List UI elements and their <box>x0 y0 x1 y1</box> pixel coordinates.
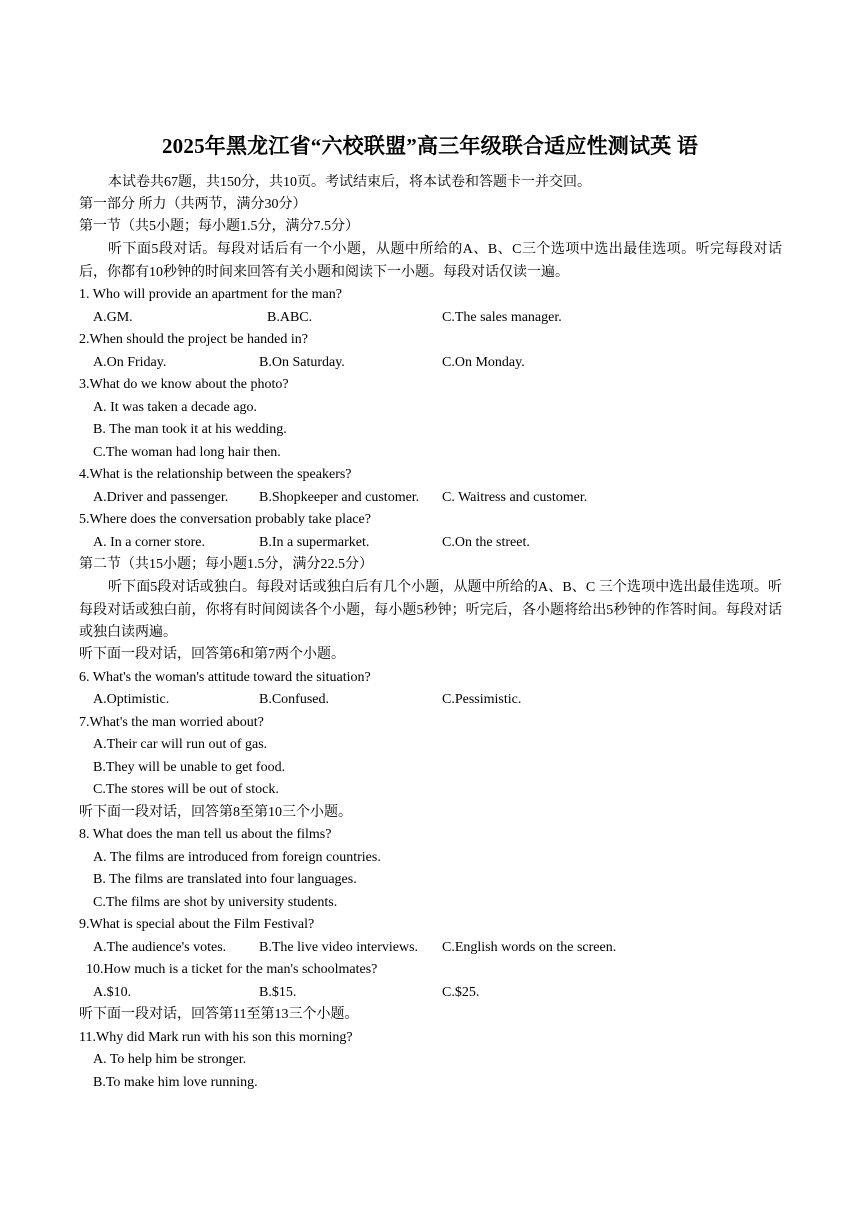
option-b: B.On Saturday. <box>259 355 345 370</box>
question-3-option-b: B. The man took it at his wedding. <box>93 422 287 437</box>
part1-heading: 第一部分 所力（共两节，满分30分） <box>79 197 307 212</box>
exam-title: 2025年黑龙江省“六校联盟”高三年级联合适应性测试英 语 <box>161 134 699 158</box>
option-c: C.The sales manager. <box>442 310 562 325</box>
option-c: C.On the street. <box>442 535 530 550</box>
question-8-option-a: A. The films are introduced from foreign countries. <box>93 850 381 865</box>
option-b: B.The live video interviews. <box>259 940 419 955</box>
question-11-option-b: B.To make him love running. <box>93 1075 258 1090</box>
group-2-heading: 听下面一段对话，回答第8至第10三个小题。 <box>79 805 352 820</box>
option-a: A.Driver and passenger. <box>93 490 229 505</box>
question-3-option-a: A. It was taken a decade ago. <box>93 400 258 415</box>
option-a: A.$10. <box>93 985 132 1000</box>
option-c: C. Waitress and customer. <box>442 490 588 505</box>
option-c: C.$25. <box>442 985 480 1000</box>
option-b: B.Confused. <box>259 692 329 707</box>
option-a: A.Optimistic. <box>93 692 170 707</box>
option-b: B.$15. <box>259 985 297 1000</box>
option-c: C.English words on the screen. <box>442 940 617 955</box>
question-10-stem: 10.How much is a ticket for the man's schoolmates? <box>86 962 378 977</box>
section1-heading: 第一节（共5小题；每小题1.5分，满分7.5分） <box>79 219 359 234</box>
option-a: A.The audience's votes. <box>93 940 227 955</box>
question-7-option-c: C.The stores will be out of stock. <box>93 782 279 797</box>
option-b: B.In a supermarket. <box>259 535 370 550</box>
question-8-option-c: C.The films are shot by university students. <box>93 895 338 910</box>
question-7-stem: 7.What's the man worried about? <box>79 715 264 730</box>
question-3-stem: 3.What do we know about the photo? <box>79 377 289 392</box>
question-6-stem: 6. What's the woman's attitude toward the situation? <box>79 670 371 685</box>
section2-instructions: 听下面5段对话或独白。每段对话或独白后有几个小题，从题中所给的A、B、C 三个选项中选出最佳选项。听每段对话或独白前，你将有时间阅读各个小题，每小题5秒钟；听完后，各小题将给出5秒钟的作答时间。每段对话或独白读两遍。 <box>79 580 782 640</box>
question-7-option-a: A.Their car will run out of gas. <box>93 737 268 752</box>
question-8-stem: 8. What does the man tell us about the films? <box>79 827 332 842</box>
option-a: A. In a corner store. <box>93 535 205 550</box>
question-11-stem: 11.Why did Mark run with his son this morning? <box>79 1030 353 1045</box>
question-8-option-b: B. The films are translated into four languages. <box>93 872 357 887</box>
option-a: A.GM. <box>93 310 133 325</box>
option-c: C.On Monday. <box>442 355 525 370</box>
question-3-option-c: C.The woman had long hair then. <box>93 445 281 460</box>
question-5-stem: 5.Where does the conversation probably take place? <box>79 512 371 527</box>
question-11-option-a: A. To help him be stronger. <box>93 1052 247 1067</box>
option-b: B.Shopkeeper and customer. <box>259 490 420 505</box>
exam-intro: 本试卷共67题，共150分，共10页。考试结束后，将本试卷和答题卡一并交回。 <box>108 175 591 190</box>
group-3-heading: 听下面一段对话，回答第11至第13三个小题。 <box>79 1007 359 1022</box>
question-7-option-b: B.They will be unable to get food. <box>93 760 286 775</box>
question-9-stem: 9.What is special about the Film Festival? <box>79 917 315 932</box>
option-b: B.ABC. <box>267 310 313 325</box>
section2-heading: 第二节（共15小题；每小题1.5分，满分22.5分） <box>79 557 373 572</box>
section1-instructions: 听下面5段对话。每段对话后有一个小题，从题中所给的A、B、C三个选项中选出最佳选项。听完每段对话后，你都有10秒钟的时间来回答有关小题和阅读下一小题。每段对话仅读一遍。 <box>79 242 782 280</box>
option-c: C.Pessimistic. <box>442 692 522 707</box>
group-1-heading: 听下面一段对话，回答第6和第7两个小题。 <box>79 647 345 662</box>
question-4-stem: 4.What is the relationship between the speakers? <box>79 467 352 482</box>
question-2-stem: 2.When should the project be handed in? <box>79 332 308 347</box>
question-1-stem: 1. Who will provide an apartment for the man? <box>79 287 342 302</box>
option-a: A.On Friday. <box>93 355 167 370</box>
